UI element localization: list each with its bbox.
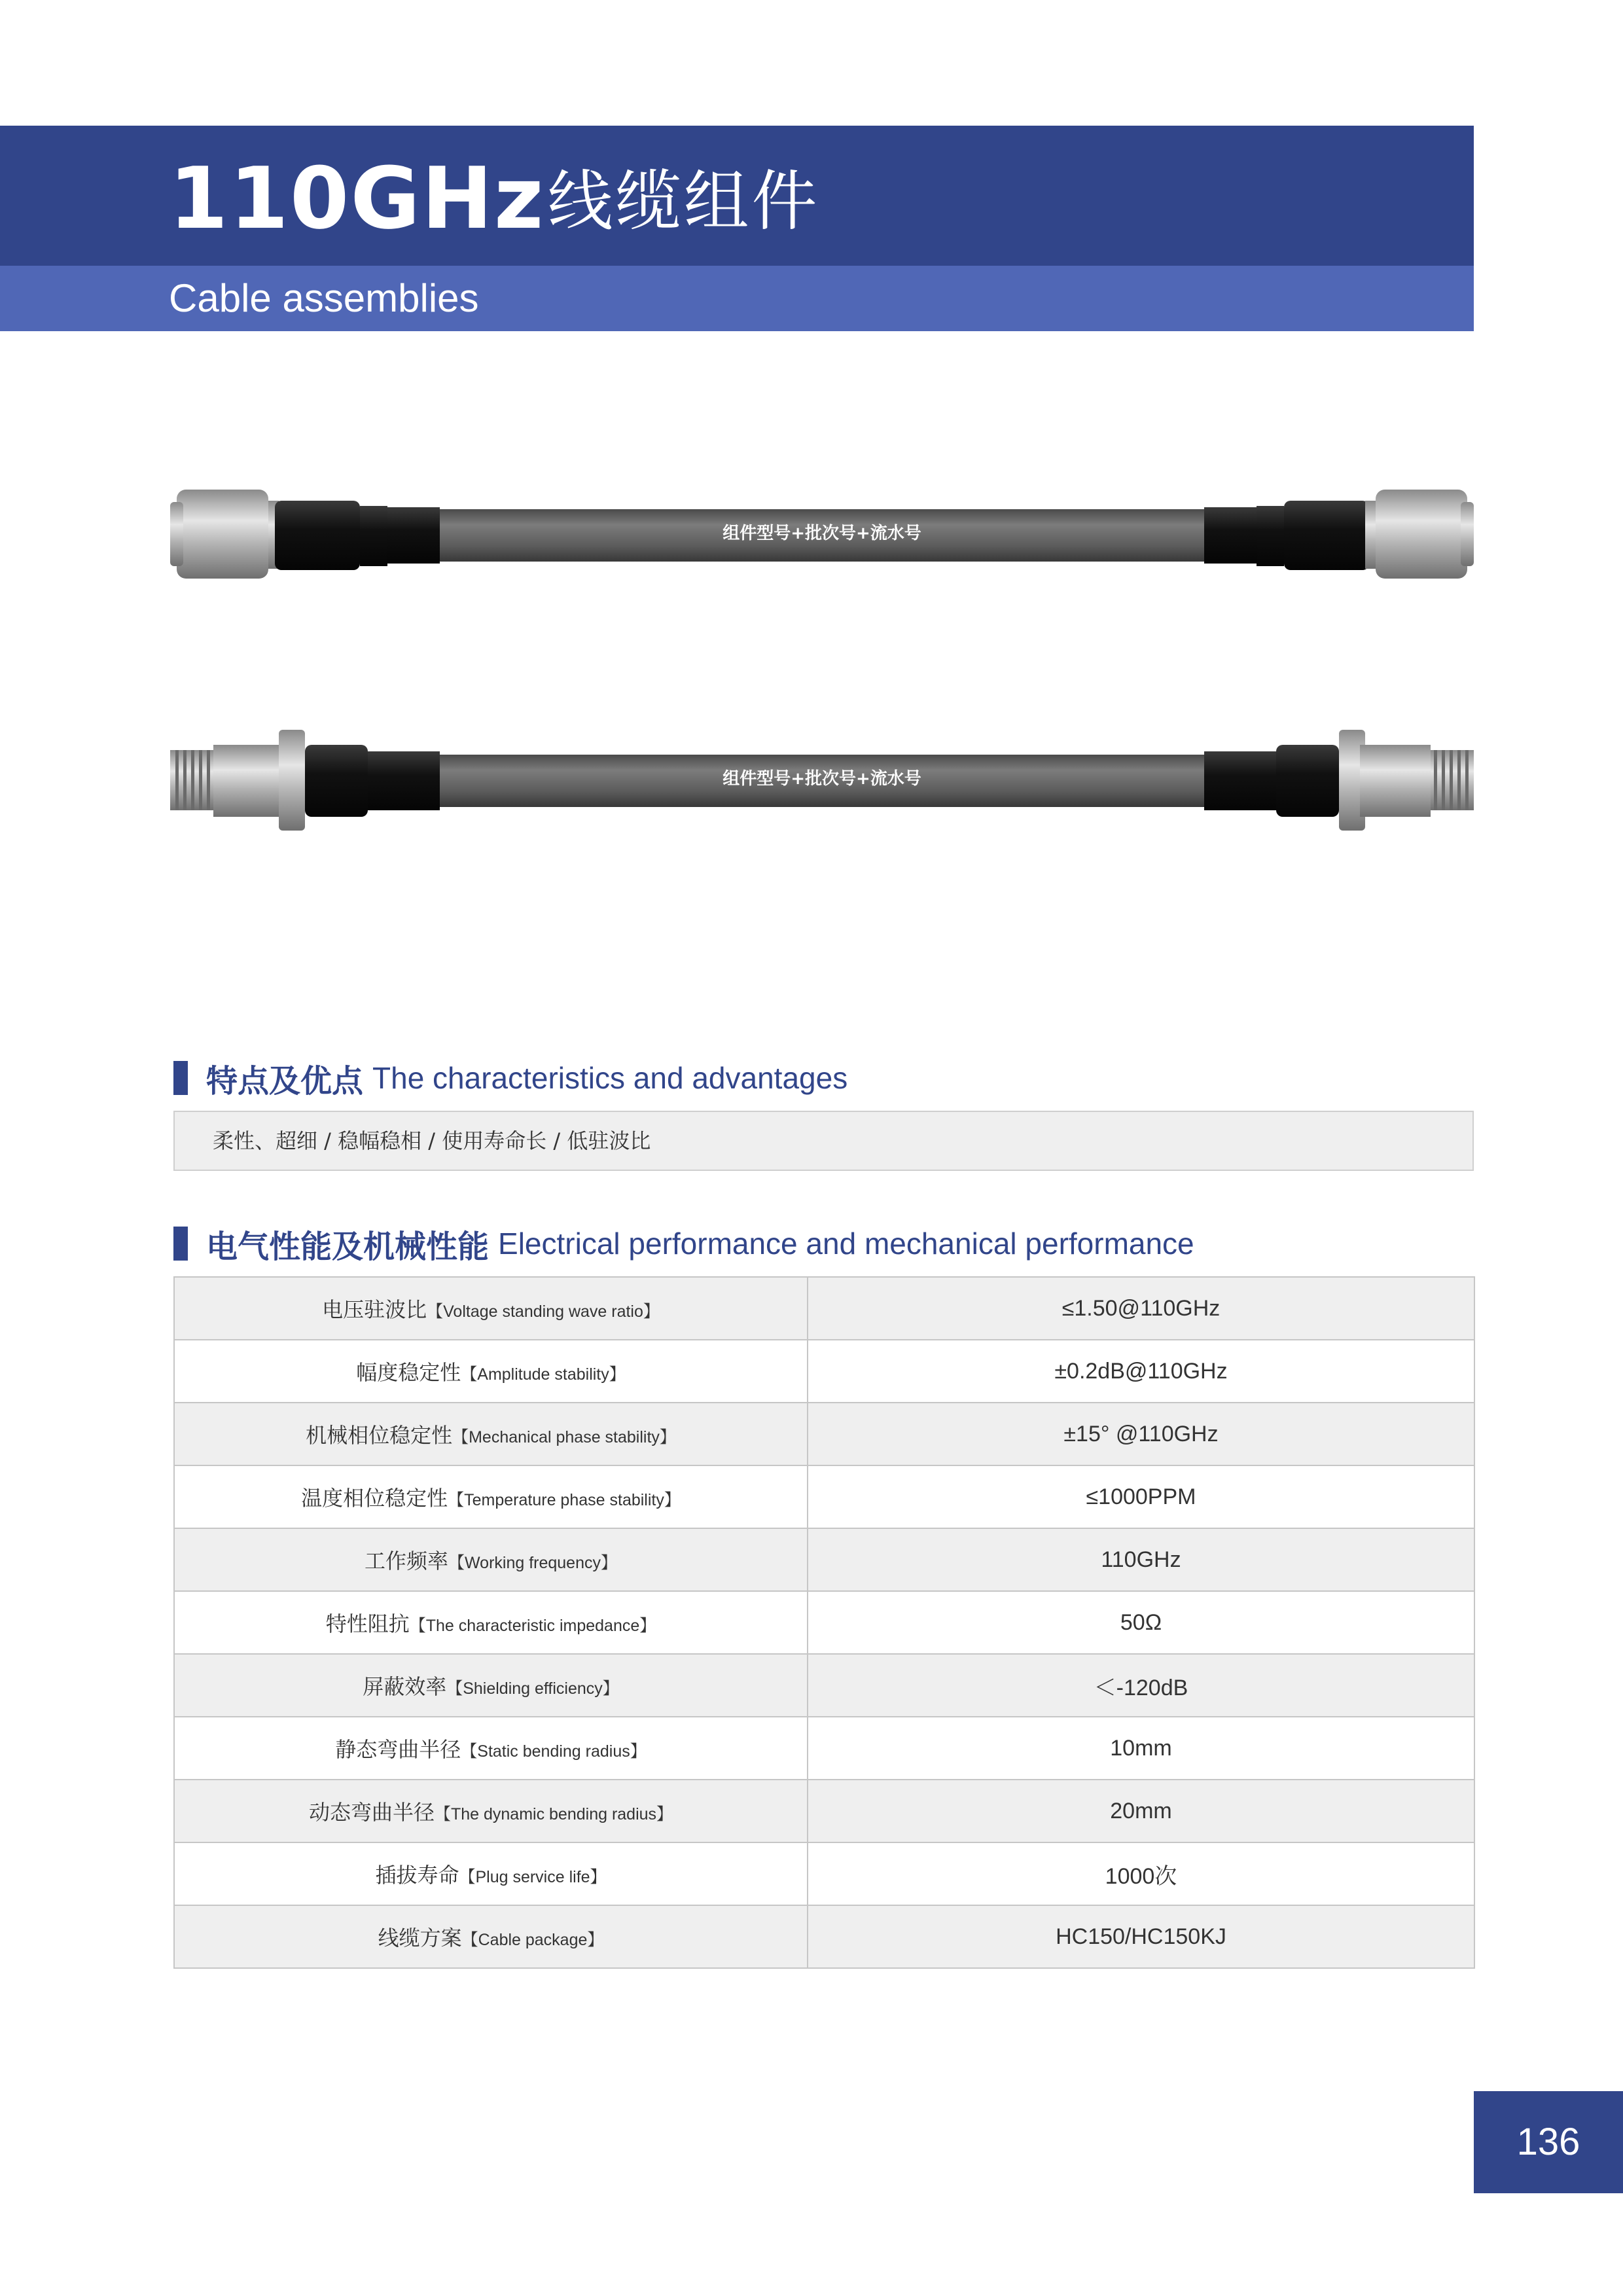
spec-key bbox=[174, 1340, 808, 1403]
table-row bbox=[174, 1465, 1474, 1528]
spec-value: 1000次 bbox=[808, 1842, 1474, 1905]
spec-value: 20mm bbox=[808, 1780, 1474, 1842]
spec-key bbox=[174, 1591, 808, 1654]
table-row bbox=[174, 1654, 1474, 1717]
cable-female-graphic bbox=[170, 726, 1474, 831]
spec-value: 10mm bbox=[808, 1717, 1474, 1780]
spec-key-cn: 特性阻抗 bbox=[325, 1611, 410, 1636]
table-row bbox=[174, 1277, 1474, 1340]
spec-key-en: 【Temperature phase stability】 bbox=[448, 1491, 681, 1509]
page-title bbox=[169, 149, 820, 247]
cable-marking-text: 组件型号+批次号+流水号 bbox=[722, 524, 921, 543]
cable-image-male bbox=[170, 481, 1474, 586]
spec-key-en: 【Amplitude stability】 bbox=[461, 1365, 626, 1384]
spec-value: ＜-120dB bbox=[808, 1654, 1474, 1717]
spec-key-cn: 屏蔽效率 bbox=[363, 1674, 447, 1699]
spec-value: HC150/HC150KJ bbox=[808, 1905, 1474, 1968]
page-number: 136 bbox=[1474, 2091, 1623, 2193]
cable-marking-text: 组件型号+批次号+流水号 bbox=[722, 769, 921, 789]
spec-key-cn: 工作频率 bbox=[365, 1549, 449, 1573]
spec-key-cn: 线缆方案 bbox=[378, 1926, 462, 1950]
table-row bbox=[174, 1340, 1474, 1403]
spec-key bbox=[174, 1780, 808, 1842]
features-text: 柔性、超细 / 稳幅稳相 / 使用寿命长 / 低驻波比 bbox=[213, 1128, 651, 1153]
spec-value: ±15° @110GHz bbox=[808, 1403, 1474, 1465]
spec-key-cn: 机械相位稳定性 bbox=[306, 1423, 453, 1448]
spec-key-en: 【Shielding efficiency】 bbox=[446, 1679, 619, 1698]
spec-key bbox=[174, 1905, 808, 1968]
table-row bbox=[174, 1842, 1474, 1905]
spec-value: 50Ω bbox=[808, 1591, 1474, 1654]
spec-key-en: 【Cable package】 bbox=[461, 1931, 604, 1949]
page-subtitle: Cable assemblies bbox=[169, 276, 479, 320]
spec-key-en: 【Voltage standing wave ratio】 bbox=[427, 1302, 660, 1321]
features-heading-en: The characteristics and advantages bbox=[372, 1061, 848, 1095]
spec-key-cn: 幅度稳定性 bbox=[356, 1360, 461, 1385]
table-row bbox=[174, 1780, 1474, 1842]
table-row bbox=[174, 1528, 1474, 1591]
specs-heading bbox=[173, 1224, 1194, 1263]
spec-value: ≤1.50@110GHz bbox=[808, 1277, 1474, 1340]
spec-key bbox=[174, 1842, 808, 1905]
features-heading bbox=[173, 1058, 847, 1098]
spec-key-cn: 电压驻波比 bbox=[322, 1297, 427, 1322]
features-box bbox=[173, 1111, 1474, 1171]
spec-key bbox=[174, 1403, 808, 1465]
specs-heading-en: Electrical performance and mechanical performance bbox=[498, 1227, 1194, 1261]
cable-image-female bbox=[170, 726, 1474, 831]
features-heading-cn: 特点及优点 bbox=[206, 1062, 364, 1100]
spec-key-en: 【The dynamic bending radius】 bbox=[434, 1805, 673, 1823]
spec-key bbox=[174, 1465, 808, 1528]
spec-key bbox=[174, 1528, 808, 1591]
cable-male-graphic bbox=[170, 481, 1474, 586]
spec-key-cn: 静态弯曲半径 bbox=[335, 1737, 461, 1762]
spec-key-en: 【Working frequency】 bbox=[448, 1554, 617, 1572]
spec-key bbox=[174, 1717, 808, 1780]
table-row bbox=[174, 1905, 1474, 1968]
heading-marker bbox=[173, 1227, 188, 1261]
spec-value: ≤1000PPM bbox=[808, 1465, 1474, 1528]
spec-key bbox=[174, 1654, 808, 1717]
spec-value: 110GHz bbox=[808, 1528, 1474, 1591]
specs-table bbox=[173, 1276, 1475, 1969]
spec-key-cn: 插拔寿命 bbox=[375, 1863, 459, 1888]
spec-key-cn: 动态弯曲半径 bbox=[308, 1800, 435, 1825]
spec-key bbox=[174, 1277, 808, 1340]
table-row bbox=[174, 1403, 1474, 1465]
spec-key-cn: 温度相位稳定性 bbox=[301, 1486, 448, 1511]
spec-value: ±0.2dB@110GHz bbox=[808, 1340, 1474, 1403]
specs-heading-cn: 电气性能及机械性能 bbox=[206, 1228, 490, 1265]
title-frequency: 110GHz bbox=[169, 149, 545, 248]
spec-key-en: 【Static bending radius】 bbox=[461, 1742, 647, 1761]
spec-key-en: 【Mechanical phase stability】 bbox=[452, 1428, 676, 1446]
table-row bbox=[174, 1717, 1474, 1780]
spec-key-en: 【The characteristic impedance】 bbox=[409, 1617, 656, 1635]
spec-key-en: 【Plug service life】 bbox=[459, 1868, 607, 1886]
table-row bbox=[174, 1591, 1474, 1654]
heading-marker bbox=[173, 1061, 188, 1095]
title-product: 线缆组件 bbox=[547, 163, 820, 240]
